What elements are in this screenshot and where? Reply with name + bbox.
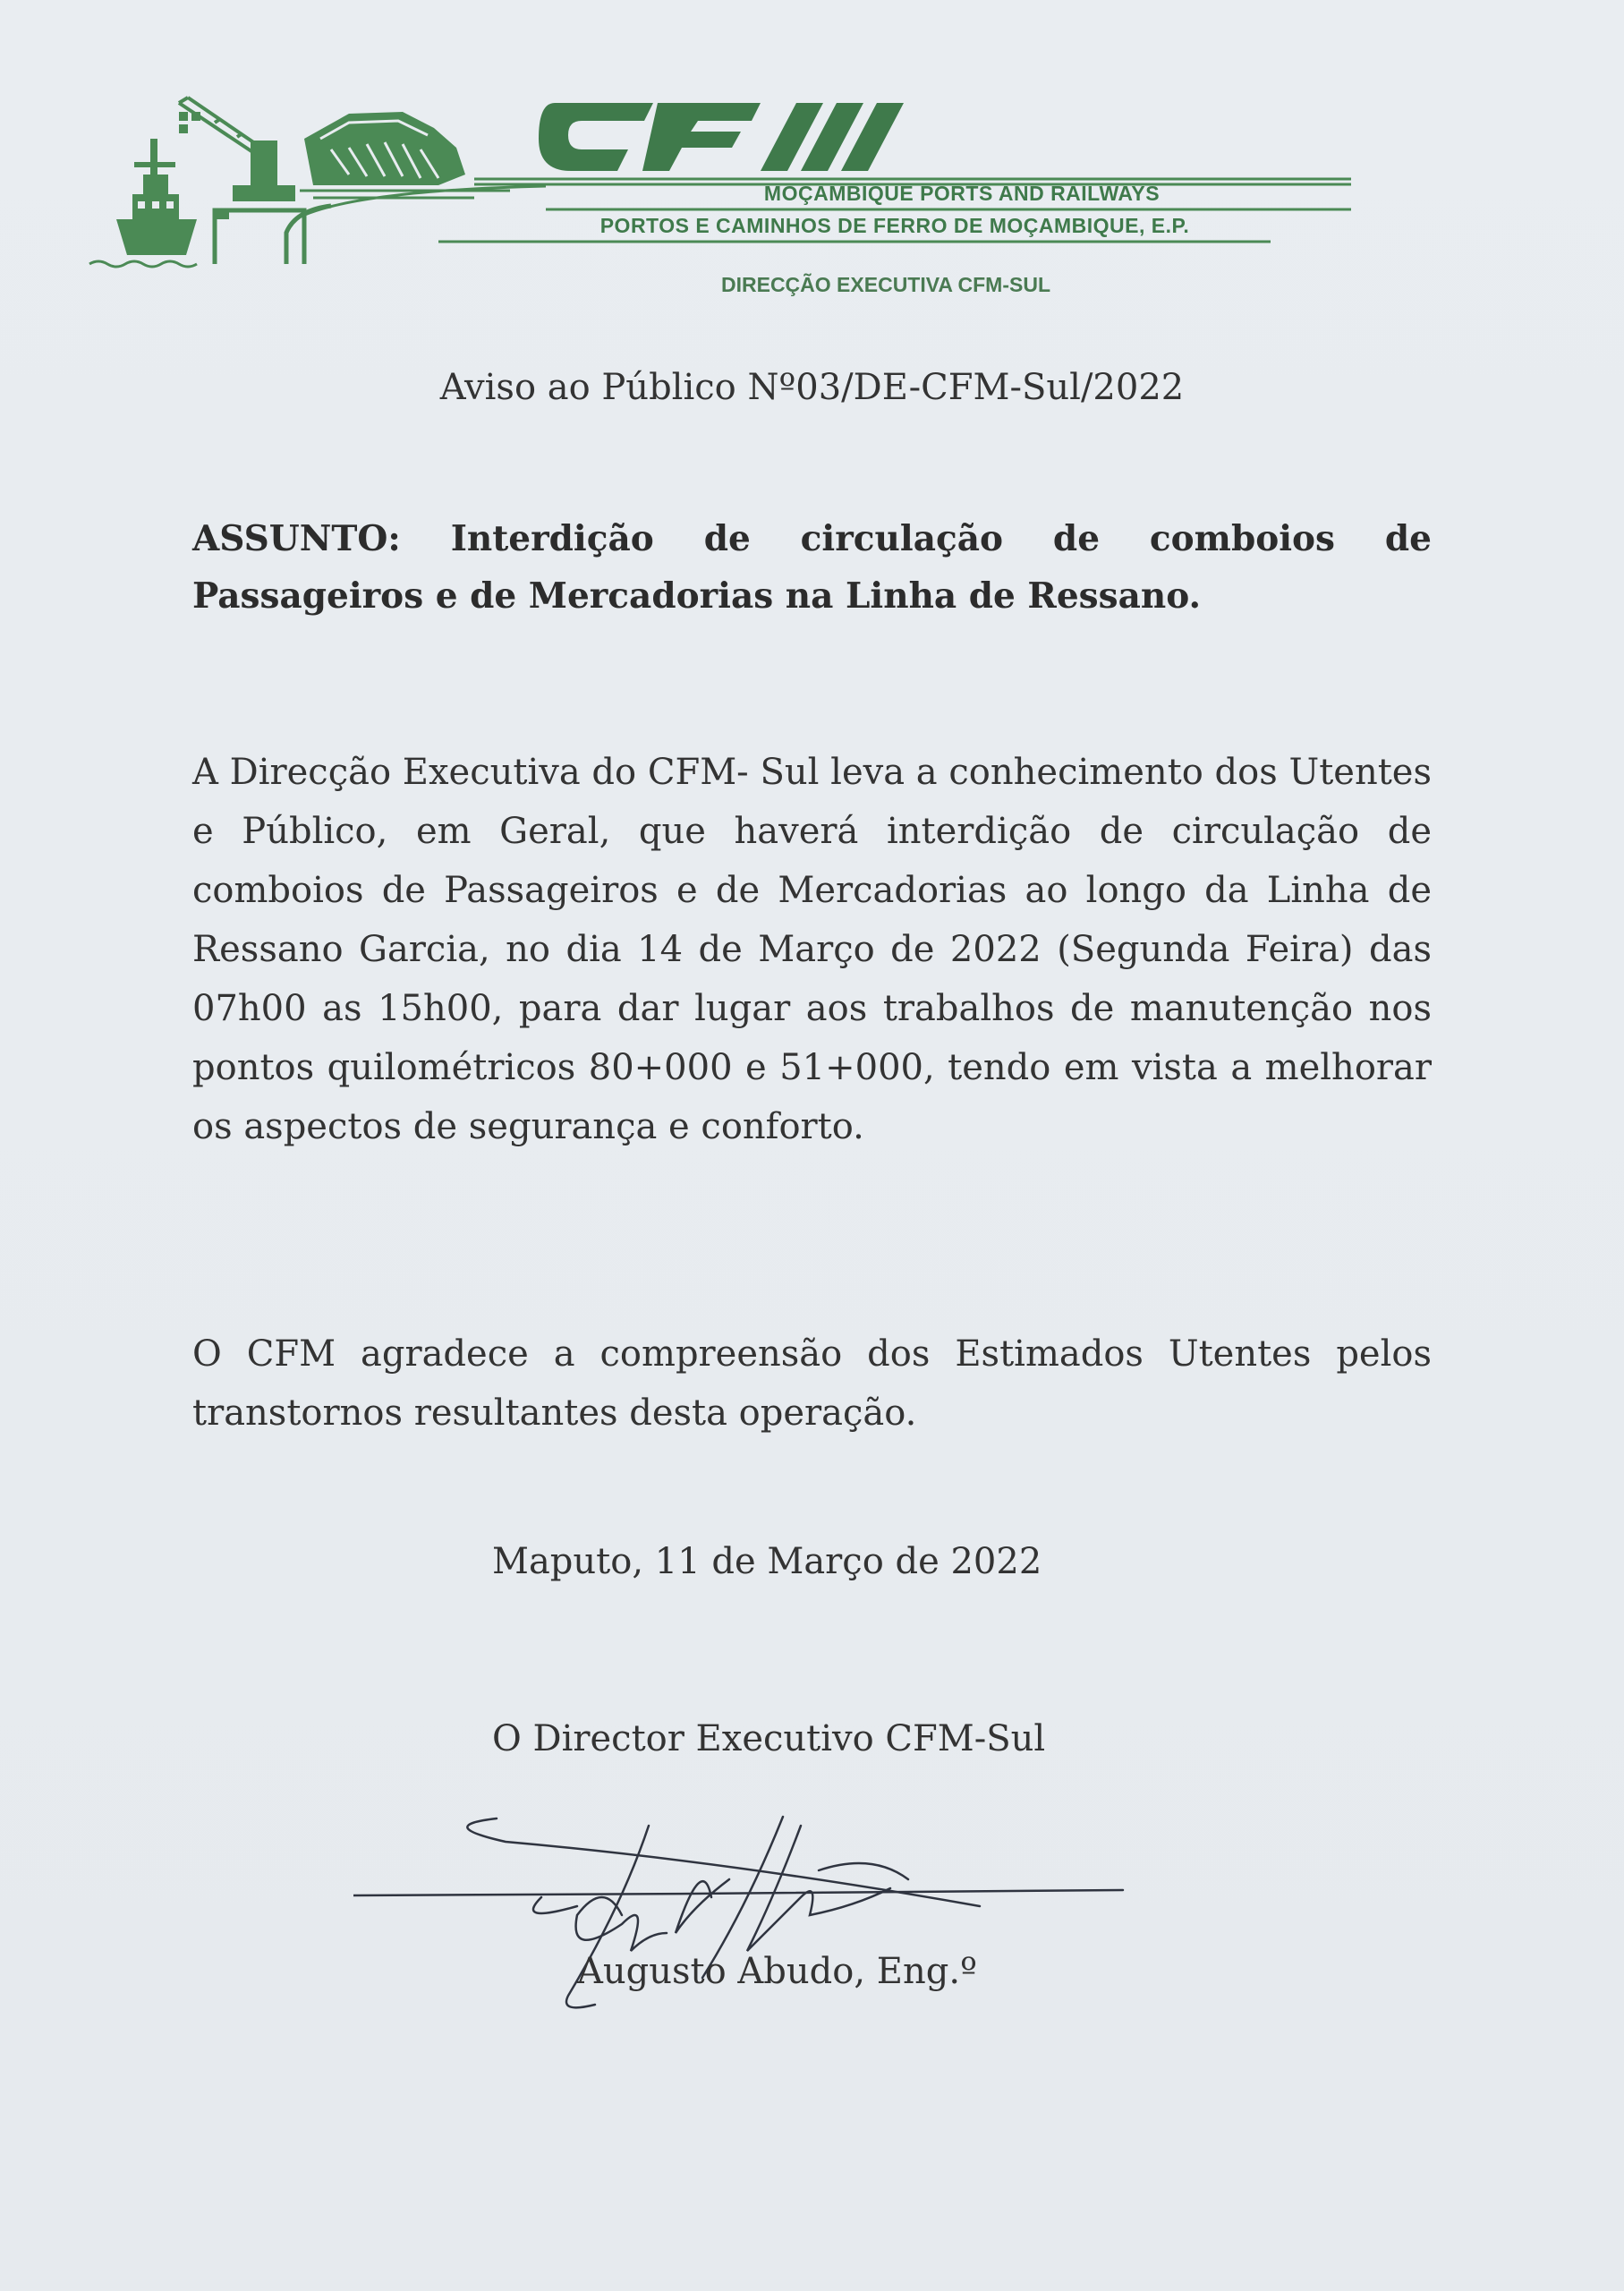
body-paragraph-2: O CFM agradece a compreensão dos Estimados Utentes pelos transtornos resultantes desta operação. — [192, 1333, 1432, 1434]
place-date: Maputo, 11 de Março de 2022 — [492, 1541, 1042, 1582]
signatory-title: O Director Executivo CFM-Sul — [492, 1718, 1046, 1759]
notice-subject — [192, 510, 1432, 625]
letterhead — [81, 85, 1351, 300]
subject-line-1: ASSUNTO: Interdição de circulação de comboios de — [192, 518, 1432, 559]
department-name: DIRECÇÃO EXECUTIVA CFM-SUL — [721, 273, 1050, 296]
subject-line-2: Passageiros e de Mercadorias na Linha de Ressano. — [192, 575, 1202, 617]
company-name-en: MOÇAMBIQUE PORTS AND RAILWAYS — [763, 182, 1161, 205]
signatory-name: Augusto Abudo, Eng.º — [577, 1951, 977, 1992]
company-name-pt: PORTOS E CAMINHOS DE FERRO DE MOÇAMBIQUE, E.P. — [599, 214, 1190, 237]
notice-title: Aviso ao Público Nº03/DE-CFM-Sul/2022 — [439, 367, 1185, 408]
cfm-logo — [81, 85, 1351, 273]
body-paragraph-1: A Direcção Executiva do CFM- Sul leva a conhecimento dos Utentes e Público, em Geral, que haverá interdição de circulação de comboios de Passageiros e de Mercadorias ao longo da Linha de Ressano Garcia, no dia 14 de Março de 2022 (Segunda Feira) das 07h00 as 15h00, para dar lugar aos trabalhos de manutenção nos pontos quilométricos 80+000 e 51+000, tendo em vista a melhorar os aspectos de segurança e conforto. — [192, 752, 1432, 1147]
